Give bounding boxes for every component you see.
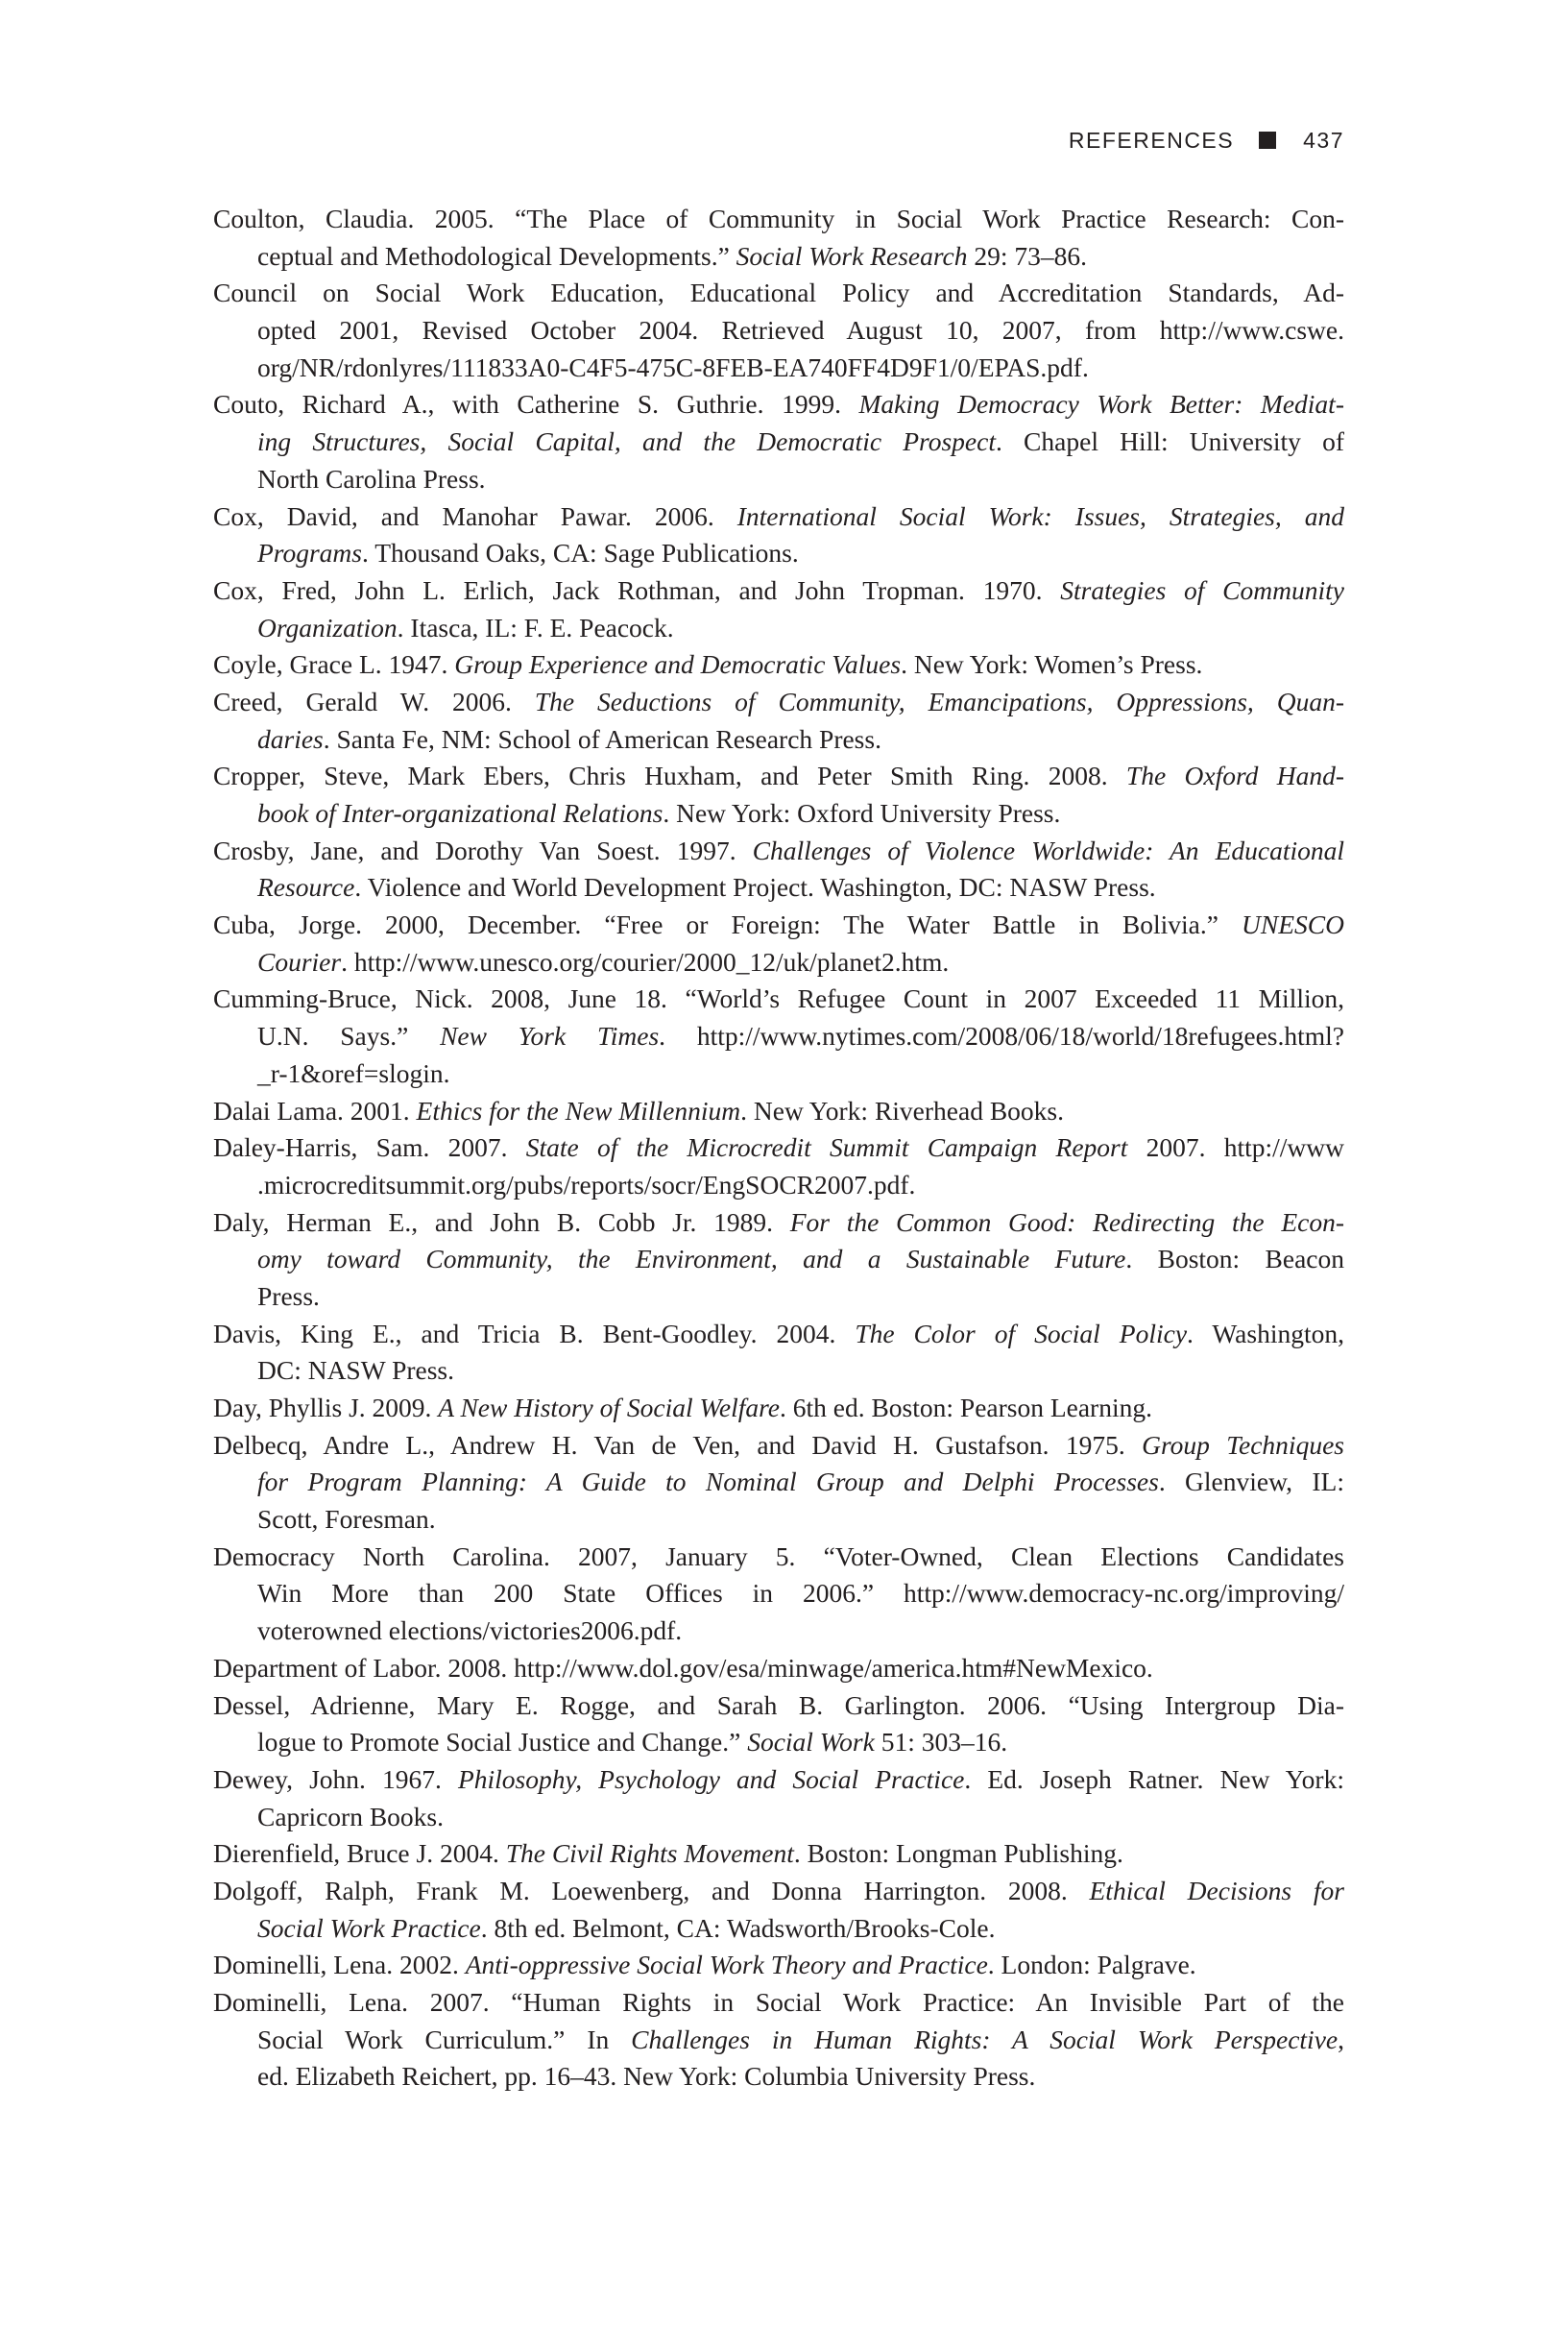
reference-line [213, 424, 1344, 461]
italic-title: Group Techniques [1142, 1429, 1344, 1460]
reference-line [213, 795, 1344, 833]
reference-line [213, 1799, 1344, 1836]
reference-line [213, 2022, 1344, 2059]
reference-text: Press. [257, 1280, 320, 1311]
reference-line [213, 1093, 1344, 1130]
italic-title: The Seductions of Community, Emancipations, Oppressions, Quan- [534, 686, 1344, 716]
reference-text: . Violence and World Development Project. Washington, DC: NASW Press. [354, 872, 1156, 903]
reference-line [213, 1352, 1344, 1390]
reference-line [213, 2058, 1344, 2096]
italic-title: The Oxford Hand- [1125, 761, 1344, 791]
reference-text: . Thousand Oaks, CA: Sage Publications. [362, 538, 799, 569]
reference-text: 29: 73–86. [967, 240, 1088, 271]
italic-title: Courier [257, 946, 342, 977]
reference-line [213, 1501, 1344, 1539]
reference-text: U.N. Says.” [257, 1021, 441, 1052]
reference-line [213, 461, 1344, 498]
reference-text: . http://www.nytimes.com/2008/06/18/world/18refugees.html? [659, 1021, 1344, 1052]
reference-text: . Boston: Longman Publishing. [793, 1838, 1123, 1869]
italic-title: Challenges in Human Rights: A Social Work Perspective [631, 2024, 1339, 2054]
reference-line [213, 312, 1344, 350]
reference-text: . New York: Women’s Press. [901, 649, 1203, 680]
reference-entry [213, 1539, 1344, 1650]
reference-text: . Washington, [1187, 1318, 1344, 1348]
reference-text: .microcreditsummit.org/pubs/reports/socr/EngSOCR2007.pdf. [257, 1169, 916, 1200]
reference-line [213, 1612, 1344, 1650]
reference-line [213, 1055, 1344, 1093]
reference-text: Council on Social Work Education, Educational Policy and Accreditation Standards, Ad- [213, 278, 1344, 308]
reference-text: Democracy North Carolina. 2007, January 5. “Voter-Owned, Clean Elections Candidates [213, 1540, 1344, 1571]
reference-line [213, 201, 1344, 238]
reference-line [213, 1427, 1344, 1465]
reference-text: . 8th ed. Belmont, CA: Wadsworth/Brooks-Cole. [480, 1912, 996, 1943]
reference-line [213, 944, 1344, 982]
reference-text: Cuba, Jorge. 2000, December. “Free or Foreign: The Water Battle in Bolivia.” [213, 909, 1242, 940]
reference-text: Dessel, Adrienne, Mary E. Rogge, and Sarah B. Garlington. 2006. “Using Intergroup Dia- [213, 1689, 1344, 1720]
reference-text: . Boston: Beacon [1125, 1244, 1344, 1274]
reference-entry [213, 572, 1344, 646]
reference-entry [213, 201, 1344, 275]
reference-line [213, 684, 1344, 721]
page-number: 437 [1303, 127, 1344, 153]
reference-text: Delbecq, Andre L., Andrew H. Van de Ven, and David H. Gustafson. 1975. [213, 1429, 1143, 1460]
italic-title: book of Inter-organizational Relations [257, 798, 663, 828]
reference-text: Daly, Herman E., and John B. Cobb Jr. 1989. [213, 1206, 790, 1237]
italic-title: Philosophy, Psychology and Social Practice [457, 1763, 965, 1794]
reference-text: Win More than 200 State Offices in 2006.” http://www.democracy-nc.org/improving/ [257, 1578, 1344, 1609]
reference-text: Scott, Foresman. [257, 1504, 436, 1535]
section-title: REFERENCES [1068, 127, 1235, 153]
reference-line [213, 1129, 1344, 1167]
reference-text: _r-1&oref=slogin. [257, 1057, 450, 1088]
reference-text: North Carolina Press. [257, 463, 486, 494]
reference-line [213, 1575, 1344, 1612]
reference-entry [213, 1947, 1344, 1984]
reference-line [213, 1873, 1344, 1910]
reference-line [213, 1650, 1344, 1687]
reference-entry [213, 1427, 1344, 1539]
reference-line [213, 1390, 1344, 1427]
reference-text: ed. Elizabeth Reichert, pp. 16–43. New York: Columbia University Press. [257, 2061, 1036, 2092]
reference-line [213, 646, 1344, 684]
italic-title: A New History of Social Welfare [438, 1393, 780, 1422]
italic-title: omy toward Community, the Environment, and a Sustainable Future [257, 1244, 1126, 1274]
square-bullet-icon [1259, 132, 1276, 149]
reference-line [213, 981, 1344, 1018]
reference-text: . Santa Fe, NM: School of American Research Press. [323, 723, 881, 754]
reference-line [213, 1241, 1344, 1278]
running-header [1069, 123, 1344, 158]
reference-line [213, 275, 1344, 312]
reference-text: opted 2001, Revised October 2004. Retrieved August 10, 2007, from http://www.cswe. [257, 315, 1344, 346]
italic-title: Organization [257, 612, 398, 643]
reference-line [213, 833, 1344, 870]
reference-line [213, 535, 1344, 572]
reference-line [213, 1167, 1344, 1204]
reference-text: . Ed. Joseph Ratner. New York: [964, 1763, 1344, 1794]
reference-line [213, 1539, 1344, 1576]
reference-text: Dalai Lama. 2001. [213, 1095, 417, 1126]
reference-text: Creed, Gerald W. 2006. [213, 686, 535, 716]
reference-line [213, 1278, 1344, 1316]
reference-text: DC: NASW Press. [257, 1355, 455, 1386]
reference-text: Coyle, Grace L. 1947. [213, 649, 455, 680]
italic-title: State of the Microcredit Summit Campaign Report [525, 1132, 1128, 1163]
reference-text: Dewey, John. 1967. [213, 1763, 458, 1794]
reference-text: . Itasca, IL: F. E. Peacock. [397, 612, 674, 643]
reference-text: ceptual and Methodological Developments.” [257, 240, 736, 271]
reference-entry [213, 981, 1344, 1092]
reference-text: Couto, Richard A., with Catherine S. Guthrie. 1999. [213, 389, 859, 420]
reference-line [213, 758, 1344, 795]
reference-entry [213, 1761, 1344, 1835]
italic-title: Resource [257, 872, 355, 903]
reference-text: Davis, King E., and Tricia B. Bent-Goodley. 2004. [213, 1318, 856, 1348]
reference-text: Dolgoff, Ralph, Frank M. Loewenberg, and Donna Harrington. 2008. [213, 1875, 1090, 1905]
reference-text: Crosby, Jane, and Dorothy Van Soest. 1997. [213, 835, 753, 865]
italic-title: For the Common Good: Redirecting the Econ- [789, 1206, 1344, 1237]
reference-line [213, 869, 1344, 907]
reference-entry [213, 1984, 1344, 2096]
italic-title: Ethics for the New Millennium [416, 1095, 741, 1126]
italic-title: International Social Work: Issues, Strategies, and [736, 500, 1344, 531]
reference-line [213, 1947, 1344, 1984]
reference-entry [213, 1835, 1344, 1873]
reference-text: . Chapel Hill: University of [995, 426, 1344, 457]
reference-line [213, 1687, 1344, 1725]
italic-title: Social Work Research [736, 240, 968, 271]
reference-text: . London: Palgrave. [987, 1950, 1196, 1980]
italic-title: Making Democracy Work Better: Mediat- [858, 389, 1344, 420]
italic-title: Social Work Practice [257, 1912, 481, 1943]
reference-entry [213, 1687, 1344, 1761]
reference-entry [213, 1390, 1344, 1427]
italic-title: Challenges of Violence Worldwide: An Educational [752, 835, 1344, 865]
reference-entry [213, 907, 1344, 981]
reference-text: voterowned elections/victories2006.pdf. [257, 1615, 683, 1646]
reference-text: 51: 303–16. [874, 1727, 1008, 1758]
reference-entry [213, 1129, 1344, 1203]
reference-text: . http://www.unesco.org/courier/2000_12/uk/planet2.htm. [341, 946, 950, 977]
italic-title: UNESCO [1242, 909, 1344, 940]
reference-text: . Glenview, IL: [1158, 1467, 1344, 1497]
italic-title: for Program Planning: A Guide to Nominal Group and Delphi Processes [257, 1467, 1159, 1497]
italic-title: The Civil Rights Movement [505, 1838, 794, 1869]
italic-title: Programs [257, 538, 362, 569]
reference-entry [213, 684, 1344, 758]
italic-title: daries [257, 723, 324, 754]
reference-line [213, 1204, 1344, 1242]
reference-line [213, 572, 1344, 610]
italic-title: New York Times [440, 1021, 660, 1052]
reference-text: Cox, David, and Manohar Pawar. 2006. [213, 500, 737, 531]
reference-list [213, 201, 1344, 2096]
italic-title: Group Experience and Democratic Values [454, 649, 902, 680]
reference-entry [213, 758, 1344, 832]
reference-line [213, 1724, 1344, 1761]
reference-text: Cox, Fred, John L. Erlich, Jack Rothman, and John Tropman. 1970. [213, 574, 1061, 605]
reference-text: Department of Labor. 2008. http://www.dol.gov/esa/minwage/america.htm#NewMexico. [213, 1652, 1153, 1683]
reference-entry [213, 386, 1344, 497]
reference-text: Capricorn Books. [257, 1801, 445, 1831]
reference-line [213, 1018, 1344, 1055]
reference-text: Coulton, Claudia. 2005. “The Place of Community in Social Work Practice Research: Con- [213, 204, 1344, 233]
reference-text: org/NR/rdonlyres/111833A0-C4F5-475C-8FEB-EA740FF4D9F1/0/EPAS.pdf. [257, 352, 1089, 382]
italic-title: Ethical Decisions for [1089, 1875, 1344, 1905]
reference-text: Cumming-Bruce, Nick. 2008, June 18. “World’s Refugee Count in 2007 Exceeded 11 Million, [213, 983, 1344, 1014]
reference-line [213, 1464, 1344, 1501]
reference-text: Daley-Harris, Sam. 2007. [213, 1132, 526, 1163]
reference-entry [213, 498, 1344, 572]
reference-line [213, 350, 1344, 387]
reference-line [213, 907, 1344, 944]
reference-text: Dominelli, Lena. 2002. [213, 1950, 466, 1980]
reference-text: Social Work Curriculum.” In [257, 2024, 632, 2054]
reference-line [213, 721, 1344, 759]
reference-entry [213, 833, 1344, 907]
reference-text: . New York: Riverhead Books. [740, 1095, 1065, 1126]
reference-text: . New York: Oxford University Press. [663, 798, 1061, 828]
italic-title: Social Work [747, 1727, 875, 1758]
reference-entry [213, 646, 1344, 684]
reference-text: logue to Promote Social Justice and Change.” [257, 1727, 748, 1758]
reference-text: , [1338, 2024, 1344, 2054]
reference-line [213, 1984, 1344, 2022]
italic-title: Strategies of Community [1060, 574, 1344, 605]
reference-line [213, 1910, 1344, 1948]
reference-line [213, 1316, 1344, 1353]
reference-text: Day, Phyllis J. 2009. [213, 1393, 439, 1422]
reference-entry [213, 1650, 1344, 1687]
reference-entry [213, 1316, 1344, 1390]
reference-line [213, 1761, 1344, 1799]
reference-text: 2007. http://www [1127, 1132, 1344, 1163]
reference-line [213, 498, 1344, 536]
italic-title: Anti-oppressive Social Work Theory and Practice [465, 1950, 988, 1980]
reference-text: Dierenfield, Bruce J. 2004. [213, 1838, 506, 1869]
reference-text: Cropper, Steve, Mark Ebers, Chris Huxham, and Peter Smith Ring. 2008. [213, 761, 1126, 791]
reference-line [213, 610, 1344, 647]
italic-title: ing Structures, Social Capital, and the Democratic Prospect [257, 426, 996, 457]
reference-text: . 6th ed. Boston: Pearson Learning. [779, 1393, 1152, 1422]
italic-title: The Color of Social Policy [855, 1318, 1188, 1348]
reference-entry [213, 1204, 1344, 1316]
reference-line [213, 238, 1344, 276]
reference-entry [213, 1873, 1344, 1947]
reference-line [213, 1835, 1344, 1873]
reference-text: Dominelli, Lena. 2007. “Human Rights in Social Work Practice: An Invisible Part of the [213, 1987, 1344, 2017]
reference-entry [213, 275, 1344, 386]
reference-entry [213, 1093, 1344, 1130]
reference-line [213, 386, 1344, 424]
